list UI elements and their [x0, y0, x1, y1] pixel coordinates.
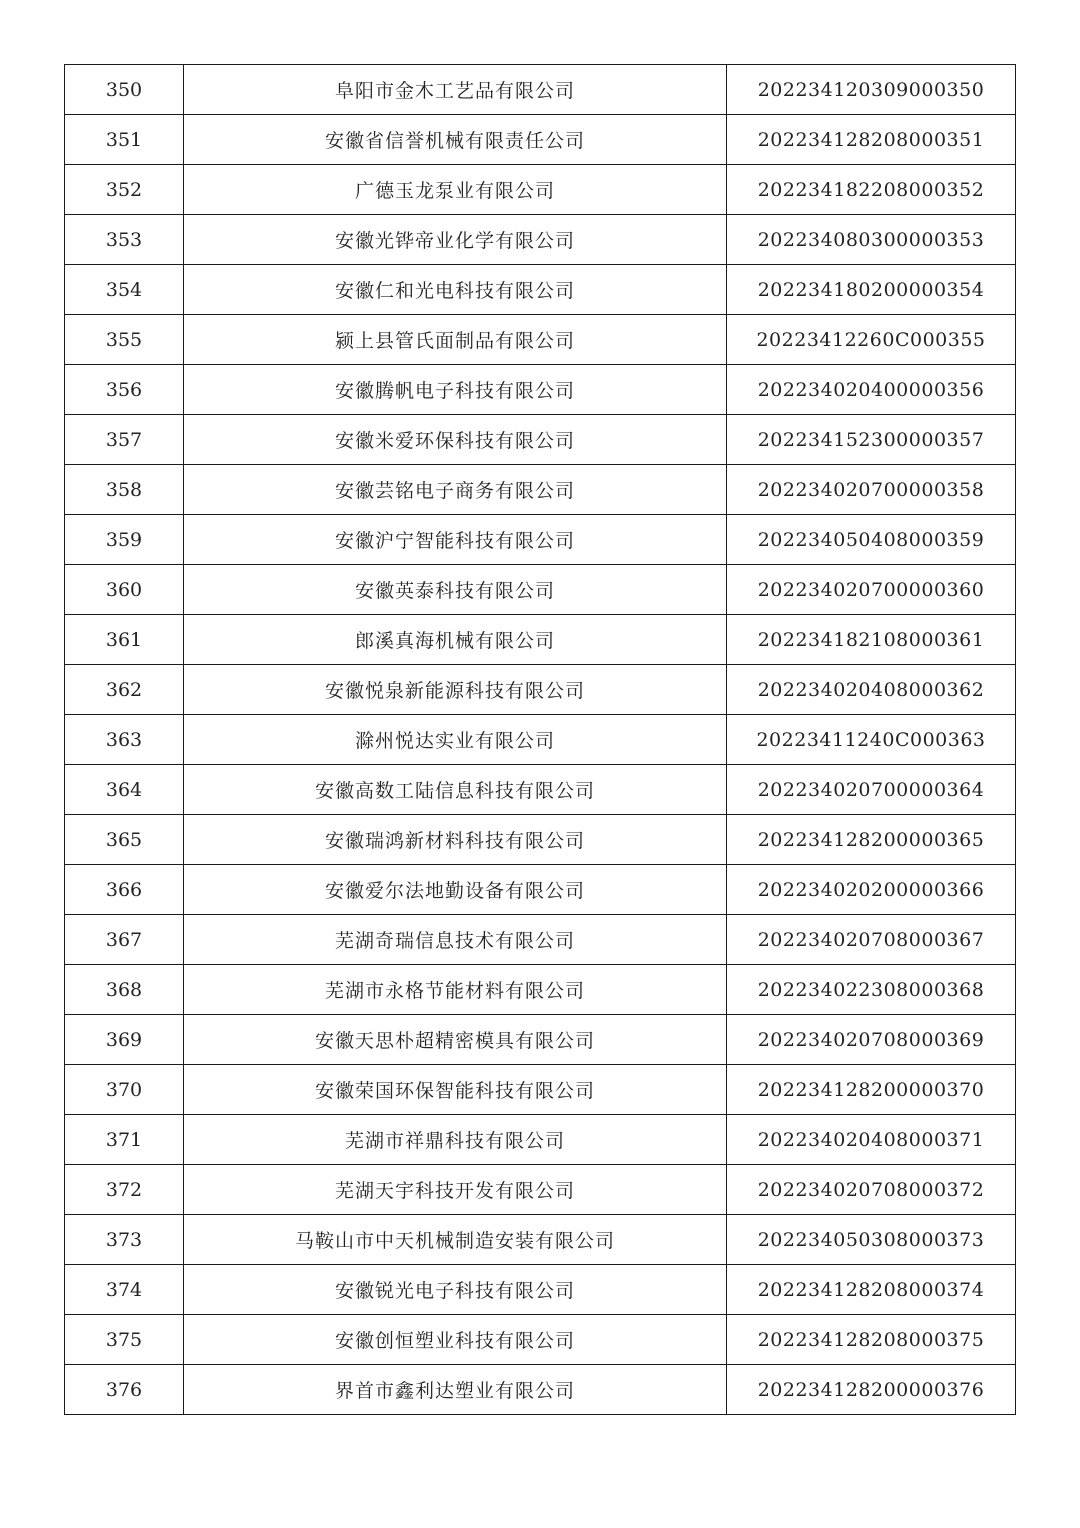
table-row: [65, 65, 1016, 115]
registration-code-cell: 202234020400000356: [727, 365, 1016, 415]
row-number-cell: 361: [65, 615, 184, 665]
table-row: [65, 1215, 1016, 1265]
table-row: [65, 1015, 1016, 1065]
row-number-cell: 351: [65, 115, 184, 165]
registration-code-cell: 202234020708000367: [727, 915, 1016, 965]
row-number-cell: 371: [65, 1115, 184, 1165]
registration-code-cell: 202234152300000357: [727, 415, 1016, 465]
registration-code-cell: 202234180200000354: [727, 265, 1016, 315]
company-name-cell: 滁州悦达实业有限公司: [184, 715, 727, 765]
row-number-cell: 368: [65, 965, 184, 1015]
row-number-cell: 355: [65, 315, 184, 365]
registration-code-cell: 202234050308000373: [727, 1215, 1016, 1265]
row-number-cell: 363: [65, 715, 184, 765]
company-name-cell: 芜湖天宇科技开发有限公司: [184, 1165, 727, 1215]
registration-code-cell: 202234020708000369: [727, 1015, 1016, 1065]
row-number-cell: 356: [65, 365, 184, 415]
row-number-cell: 372: [65, 1165, 184, 1215]
table-row: [65, 1165, 1016, 1215]
table-row: [65, 465, 1016, 515]
row-number-cell: 359: [65, 515, 184, 565]
row-number-cell: 358: [65, 465, 184, 515]
registration-code-cell: 20223412260C000355: [727, 315, 1016, 365]
company-name-cell: 安徽仁和光电科技有限公司: [184, 265, 727, 315]
company-name-cell: 安徽光铧帝业化学有限公司: [184, 215, 727, 265]
row-number-cell: 374: [65, 1265, 184, 1315]
registration-code-cell: 202234128200000376: [727, 1365, 1016, 1415]
company-name-cell: 广德玉龙泵业有限公司: [184, 165, 727, 215]
row-number-cell: 360: [65, 565, 184, 615]
company-name-cell: 安徽荣国环保智能科技有限公司: [184, 1065, 727, 1115]
registration-code-cell: 202234020700000360: [727, 565, 1016, 615]
company-name-cell: 马鞍山市中天机械制造安装有限公司: [184, 1215, 727, 1265]
company-name-cell: 安徽瑞鸿新材料科技有限公司: [184, 815, 727, 865]
row-number-cell: 362: [65, 665, 184, 715]
table-row: [65, 1065, 1016, 1115]
table-row: [65, 1365, 1016, 1415]
company-name-cell: 阜阳市金木工艺品有限公司: [184, 65, 727, 115]
company-name-cell: 界首市鑫利达塑业有限公司: [184, 1365, 727, 1415]
registration-code-cell: 202234128208000374: [727, 1265, 1016, 1315]
registration-code-cell: 202234050408000359: [727, 515, 1016, 565]
company-name-cell: 安徽锐光电子科技有限公司: [184, 1265, 727, 1315]
registration-code-cell: 202234020708000372: [727, 1165, 1016, 1215]
registration-code-cell: 202234020700000358: [727, 465, 1016, 515]
registration-code-cell: 202234182208000352: [727, 165, 1016, 215]
company-name-cell: 安徽悦泉新能源科技有限公司: [184, 665, 727, 715]
registration-code-cell: 202234182108000361: [727, 615, 1016, 665]
row-number-cell: 376: [65, 1365, 184, 1415]
row-number-cell: 352: [65, 165, 184, 215]
row-number-cell: 366: [65, 865, 184, 915]
company-name-cell: 安徽沪宁智能科技有限公司: [184, 515, 727, 565]
company-name-cell: 安徽腾帆电子科技有限公司: [184, 365, 727, 415]
table-row: [65, 765, 1016, 815]
company-name-cell: 芜湖市祥鼎科技有限公司: [184, 1115, 727, 1165]
company-name-cell: 安徽米爱环保科技有限公司: [184, 415, 727, 465]
company-name-cell: 安徽省信誉机械有限责任公司: [184, 115, 727, 165]
company-name-cell: 芜湖市永格节能材料有限公司: [184, 965, 727, 1015]
row-number-cell: 367: [65, 915, 184, 965]
table-row: [65, 515, 1016, 565]
row-number-cell: 350: [65, 65, 184, 115]
row-number-cell: 369: [65, 1015, 184, 1065]
company-name-cell: 安徽芸铭电子商务有限公司: [184, 465, 727, 515]
registration-code-cell: 20223411240C000363: [727, 715, 1016, 765]
registration-code-cell: 202234020408000362: [727, 665, 1016, 715]
table-row: [65, 715, 1016, 765]
company-name-cell: 安徽英泰科技有限公司: [184, 565, 727, 615]
company-name-cell: 安徽创恒塑业科技有限公司: [184, 1315, 727, 1365]
table-row: [65, 1315, 1016, 1365]
company-list-table: [64, 64, 1016, 1415]
registration-code-cell: 202234128208000351: [727, 115, 1016, 165]
table-row: [65, 215, 1016, 265]
registration-code-cell: 202234128208000375: [727, 1315, 1016, 1365]
table-row: [65, 415, 1016, 465]
table-row: [65, 665, 1016, 715]
table-row: [65, 265, 1016, 315]
company-name-cell: 安徽高数工陆信息科技有限公司: [184, 765, 727, 815]
registration-code-cell: 202234128200000370: [727, 1065, 1016, 1115]
row-number-cell: 357: [65, 415, 184, 465]
table-row: [65, 865, 1016, 915]
table-row: [65, 815, 1016, 865]
table-row: [65, 965, 1016, 1015]
company-name-cell: 郎溪真海机械有限公司: [184, 615, 727, 665]
row-number-cell: 373: [65, 1215, 184, 1265]
table-body: [65, 65, 1016, 1415]
registration-code-cell: 202234020408000371: [727, 1115, 1016, 1165]
table-row: [65, 915, 1016, 965]
registration-code-cell: 202234022308000368: [727, 965, 1016, 1015]
company-name-cell: 颍上县管氏面制品有限公司: [184, 315, 727, 365]
company-name-cell: 安徽天思朴超精密模具有限公司: [184, 1015, 727, 1065]
registration-code-cell: 202234020700000364: [727, 765, 1016, 815]
registration-code-cell: 202234120309000350: [727, 65, 1016, 115]
table-row: [65, 315, 1016, 365]
table-row: [65, 365, 1016, 415]
registration-code-cell: 202234128200000365: [727, 815, 1016, 865]
registration-code-cell: 202234080300000353: [727, 215, 1016, 265]
registration-code-cell: 202234020200000366: [727, 865, 1016, 915]
table-row: [65, 615, 1016, 665]
table-row: [65, 565, 1016, 615]
row-number-cell: 365: [65, 815, 184, 865]
row-number-cell: 375: [65, 1315, 184, 1365]
table-row: [65, 1115, 1016, 1165]
row-number-cell: 354: [65, 265, 184, 315]
row-number-cell: 370: [65, 1065, 184, 1115]
table-row: [65, 165, 1016, 215]
table-row: [65, 115, 1016, 165]
table-row: [65, 1265, 1016, 1315]
row-number-cell: 353: [65, 215, 184, 265]
row-number-cell: 364: [65, 765, 184, 815]
company-name-cell: 芜湖奇瑞信息技术有限公司: [184, 915, 727, 965]
company-list-table-container: [64, 64, 1015, 1415]
company-name-cell: 安徽爱尔法地勤设备有限公司: [184, 865, 727, 915]
